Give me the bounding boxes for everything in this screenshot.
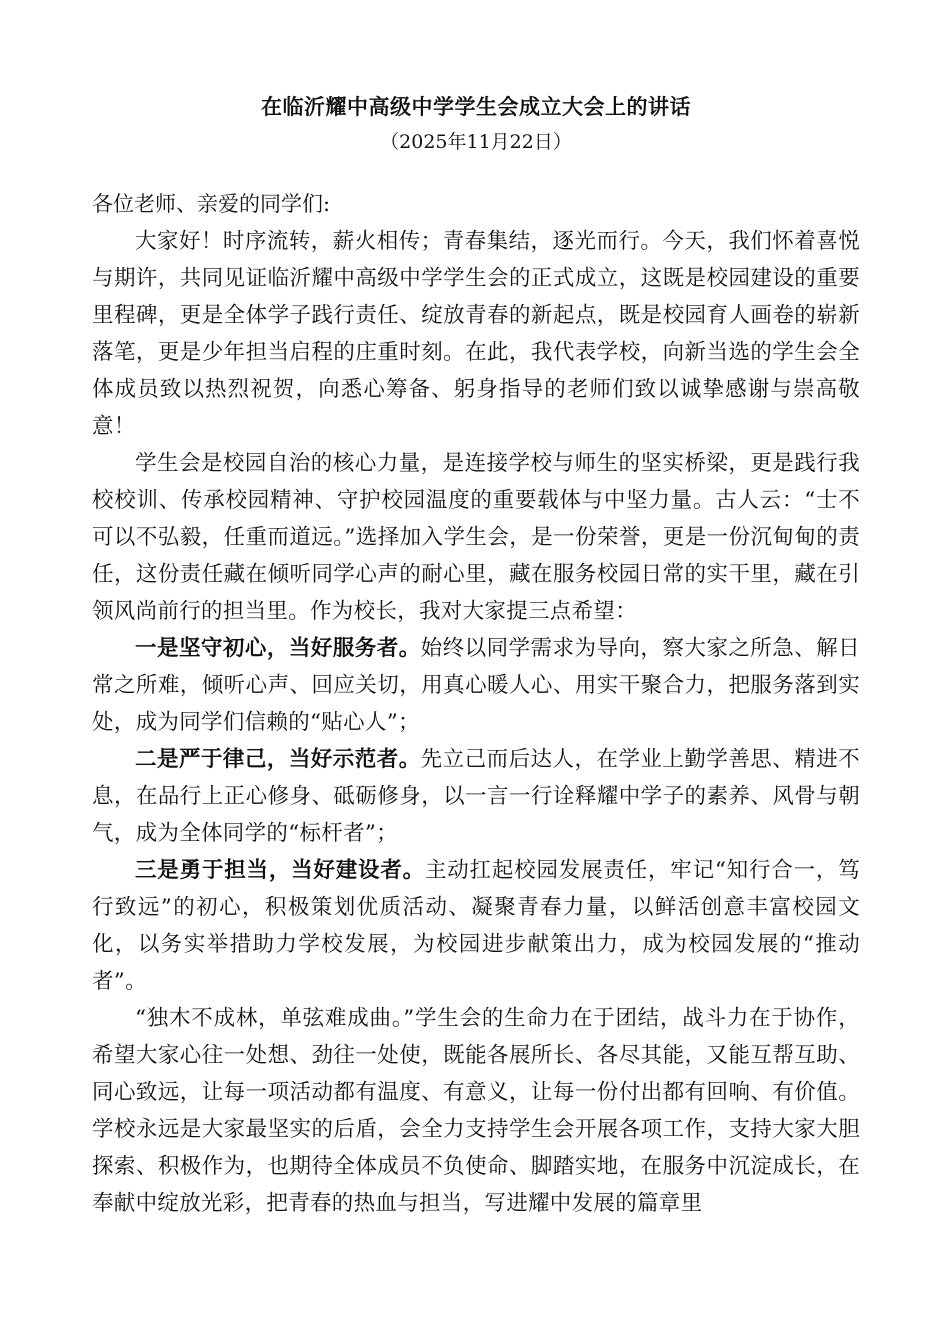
paragraph-student-union-role <box>92 445 860 630</box>
speech-page <box>92 92 860 1222</box>
paragraph-text: 学生会是校园自治的核心力量，是连接学校与师生的坚实桥梁，更是践行我校校训、传承校园精神、守护校园温度的重要载体与中坚力量。古人云：“士不可以不弘毅，任重而道远。”选择加入学生会，是一份荣誉，更是一份沉甸甸的责任，这份责任藏在倾听同学心声的耐心里，藏在服务校园日常的实干里，藏在引领风尚前行的担当里。作为校长，我对大家提三点希望： <box>92 451 860 624</box>
paragraph-text: 始终以同学需求为导向，察大家之所急、解日常之所难，倾听心声、回应关切，用真心暖人心、用实干聚合力，把服务落到实处，成为同学们信赖的“贴心人”； <box>92 636 860 735</box>
paragraph-unity <box>92 1000 860 1222</box>
paragraph-text: 大家好！时序流转，薪火相传；青春集结，逐光而行。今天，我们怀着喜悦与期许，共同见证临沂耀中高级中学学生会的正式成立，这既是校园建设的重要里程碑，更是全体学子践行责任、绽放青春的新起点，既是校园育人画卷的崭新落笔，更是少年担当启程的庄重时刻。在此，我代表学校，向新当选的学生会全体成员致以热烈祝贺，向悉心筹备、躬身指导的老师们致以诚挚感谢与崇高敬意！ <box>92 229 860 439</box>
paragraph-text: “独木不成林，单弦难成曲。”学生会的生命力在于团结，战斗力在于协作，希望大家心往一处想、劲往一处使，既能各展所长、各尽其能，又能互帮互助、同心致远，让每一项活动都有温度、有意义，让每一份付出都有回响、有价值。学校永远是大家最坚实的后盾，会全力支持学生会开展各项工作，支持大家大胆探索、积极作为，也期待全体成员不负使命、脚踏实地，在服务中沉淀成长，在奉献中绽放光彩，把青春的热血与担当，写进耀中发展的篇章里 <box>92 1006 860 1216</box>
speech-title: 在临沂耀中高级中学学生会成立大会上的讲话 <box>261 94 691 119</box>
paragraph-text: 先立己而后达人，在学业上勤学善思、精进不息，在品行上正心修身、砥砺修身，以一言一行诠释耀中学子的素养、风骨与朝气，成为全体同学的“标杆者”； <box>92 747 860 846</box>
hope-three-lead: 三是勇于担当，当好建设者。 <box>135 858 425 883</box>
paragraph-hope-one <box>92 630 860 741</box>
paragraph-hope-two <box>92 741 860 852</box>
speech-date: （2025年11月22日） <box>380 131 572 153</box>
hope-one-lead: 一是坚守初心，当好服务者。 <box>135 636 421 661</box>
paragraph-hope-three <box>92 852 860 1000</box>
paragraph-text: 主动扛起校园发展责任，牢记“知行合一，笃行致远”的初心，积极策划优质活动、凝聚青春力量，以鲜活创意丰富校园文化，以务实举措助力学校发展，为校园进步献策出力，成为校园发展的“推动者”。 <box>92 858 861 994</box>
hope-two-lead: 二是严于律己，当好示范者。 <box>135 747 421 772</box>
paragraph-opening <box>92 223 860 445</box>
salutation: 各位老师、亲爱的同学们: <box>92 192 331 216</box>
